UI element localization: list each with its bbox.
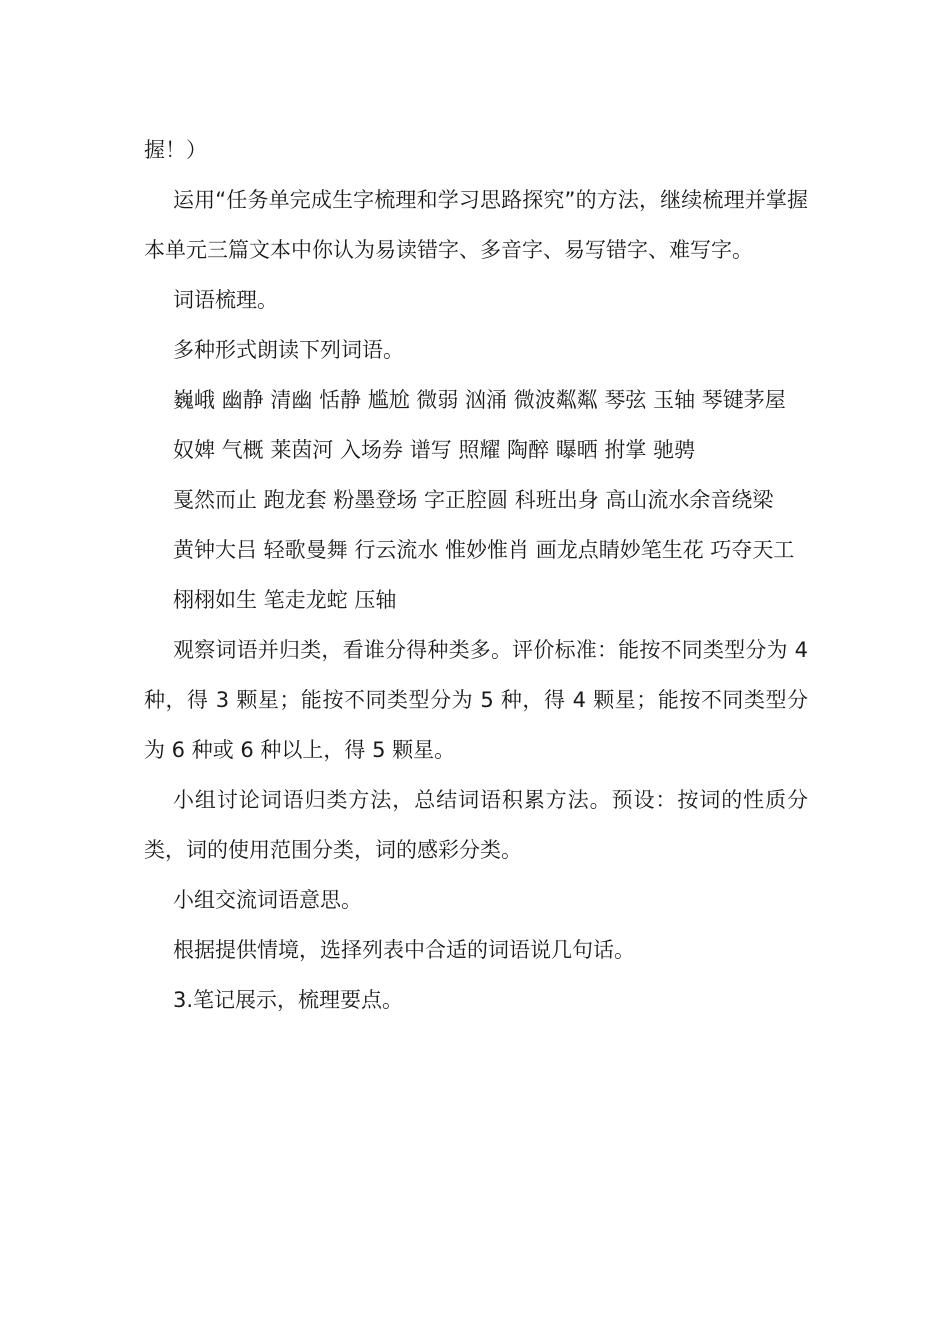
paragraph-8: 黄钟大吕 轻歌曼舞 行云流水 惟妙惟肖 画龙点睛妙笔生花 巧夺天工 — [173, 538, 795, 562]
paragraph-14: 3.笔记展示，梳理要点。 — [173, 988, 404, 1012]
paragraph-2: 运用“任务单完成生字梳理和学习思路探究”的方法，继续梳理并掌握本单元三篇文本中你认为易读错字、多音字、易写错字、难写字。 — [144, 188, 808, 262]
paragraph-11: 小组讨论词语归类方法，总结词语积累方法。预设：按词的性质分类，词的使用范围分类，词的感彩分类。 — [144, 788, 808, 862]
paragraph-1: 握！） — [144, 138, 207, 162]
paragraph-9: 栩栩如生 笔走龙蛇 压轴 — [173, 588, 397, 612]
paragraph-3: 词语梳理。 — [173, 288, 278, 312]
paragraph-13: 根据提供情境，选择列表中合适的词语说几句话。 — [173, 938, 635, 962]
paragraph-12: 小组交流词语意思。 — [173, 888, 362, 912]
paragraph-5: 巍峨 幽静 清幽 恬静 尴尬 微弱 汹涌 微波粼粼 琴弦 玉轴 琴键茅屋 — [173, 388, 786, 412]
paragraph-6: 奴婢 气概 莱茵河 入场券 谱写 照耀 陶醉 曝晒 拊掌 驰骋 — [173, 438, 696, 462]
paragraph-10: 观察词语并归类，看谁分得种类多。评价标准：能按不同类型分为 4 种，得 3 颗星；能按不同类型分为 5 种，得 4 颗星；能按不同类型分为 6 种或 6 种以上，得 5 颗星。 — [144, 638, 808, 762]
paragraph-7: 戛然而止 跑龙套 粉墨登场 字正腔圆 科班出身 高山流水余音绕梁 — [173, 488, 774, 512]
document-body — [144, 125, 808, 1025]
paragraph-4: 多种形式朗读下列词语。 — [173, 338, 404, 362]
